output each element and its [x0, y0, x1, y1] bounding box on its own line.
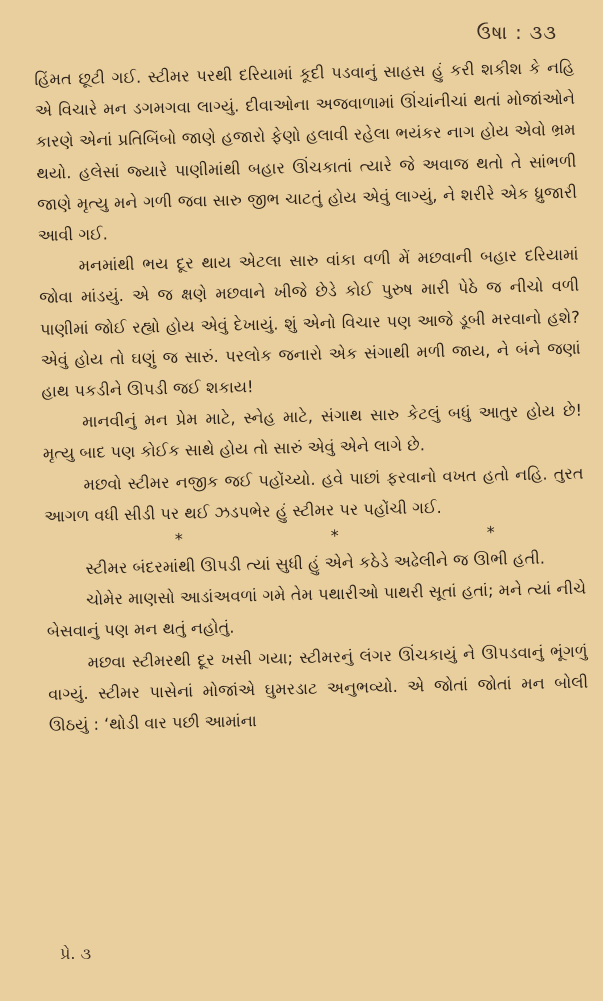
section-star: * [486, 522, 495, 542]
body-text [34, 52, 589, 741]
section-star: * [330, 526, 339, 546]
paragraph: સ્ટીમર બંદરમાંથી ઊપડી ત્યાં સુધી હું એને કઠેડે અઢેલીને જ ઊભી હતી. [85, 548, 546, 579]
paragraph: મનમાંથી ભય દૂર થાય એટલા સારુ વાંકા વળી મેં મછવાની બહાર દરિયામાં જોવા માંડયું. એ જ ક્ષણે મછવાને ખીજે છેડે કોઈ પુરુષ મારી પેઠે જ નીચો વળી પાણીમાં જોઈ રહ્યો હોય એવું દેખાયું. શું એનો વિચાર પણ આજે ડૂબી મરવાનો હશે? એવું હોય તો ઘણું જ સારું. પરલોક જનારો એક સંગાથી મળી જાય, ને બંને જણાં હાથ પકડીને ઊપડી જઈ શકાય! [39, 244, 581, 401]
paragraph: મછવા સ્ટીમરથી દૂર ખસી ગયા; સ્ટીમરનું લંગર ઊંચકાયું ને ઊપડવાનું ભૂંગળું વાગ્યું. સ્ટીમર પાસેનાં મોજાંએ ઘુમરડાટ અનુભવ્યો. એ જોતાં જોતાં મન બોલી ઊઠયું : ‘થોડી વાર પછી આમાંના [48, 641, 589, 735]
section-star: * [174, 529, 184, 549]
signature-mark: પ્રે. ૩ [60, 944, 92, 963]
paragraph: મછવો સ્ટીમર નજીક જઈ પહોંચ્યો. હવે પાછાં ફરવાનો વખત હતો નહિ. તુરત આગળ વધી સીડી પર થઈ ઝડપભેર હું સ્ટીમર પર પહોંચી ગઈ. [44, 463, 584, 526]
paragraph: માનવીનું મન પ્રેમ માટે, સ્નેહ માટે, સંગાથ સારુ કેટલું બધું આતુર હોય છે! મૃત્યુ બાદ પણ કોઈક સાથે હોય તો સારું એવું એને લાગે છે. [42, 400, 583, 464]
paragraph: હિંમત છૂટી ગઈ. સ્ટીમર પરથી દરિયામાં કૂદી પડવાનું સાહસ હું કરી શકીશ કે નહિ એ વિચારે મન ડગમગવા લાગ્યું. દીવાઓના અજવાળામાં ઊંચાંનીચાં થતાં મોજાંઓને કારણે એનાં પ્રતિબિંબો જાણે હજારો ફેણો હલાવી રહેલા ભયંકર નાગ હોય એવો ભ્રમ થયો. હલેસાં જ્યારે પાણીમાંથી બહાર ઊંચકાતાં ત્યારે જે અવાજ થતો તે સાંભળી જાણે મૃત્યુ મને ગળી જવા સારુ જીભ ચાટતું હોય એવું લાગ્યું, ને શરીરે એક ધ્રુજારી આવી ગઈ. [34, 57, 578, 245]
running-head: ઉષા : ૩૩ [476, 22, 557, 44]
paragraph: ચોમેર માણસો આડાંઅવળાં ગમે તેમ પથારીઓ પાથરી સૂતાં હતાં; મને ત્યાં નીચે બેસવાનું પણ મન થતું નહોતું. [46, 578, 587, 642]
